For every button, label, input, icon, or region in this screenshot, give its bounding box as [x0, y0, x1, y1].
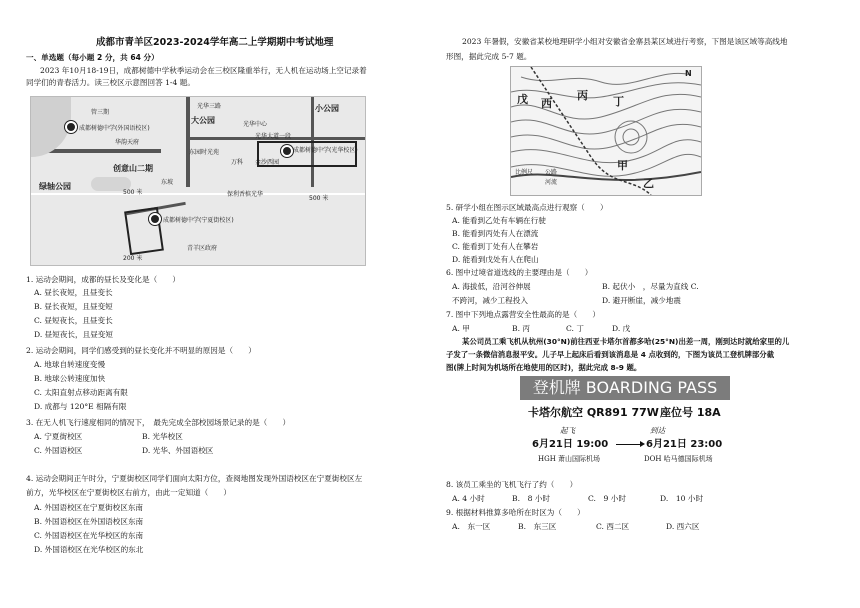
contour-map — [510, 66, 702, 196]
option-c: 不跨河，减少工程投入 — [452, 296, 528, 305]
option-c: C. 外国语校区在光华校区的东南 — [34, 531, 144, 540]
option-c: C. 9 小时 — [588, 494, 626, 503]
intro-line: 形图，据此完成 5-7 题。 — [446, 52, 532, 61]
option-d: D. 外国语校区在光华校区的东北 — [34, 545, 144, 554]
option-a: A. 4 小时 — [452, 494, 485, 503]
map-label: 青羊区政府 — [187, 245, 218, 252]
map-label: 戊 — [517, 93, 528, 106]
map-label: 创意山二期 — [113, 164, 153, 173]
option-a: A. 地球自转速度变慢 — [34, 360, 106, 369]
scale-bar: 500 米 — [123, 189, 143, 196]
map-label: 东园时光苑 — [189, 149, 220, 156]
section-heading: 一、单选题（每小题 2 分，共 64 分） — [26, 53, 159, 62]
contour-lines — [511, 67, 701, 195]
legend-label: 公路 — [545, 169, 558, 176]
departure-label: 起飞 — [560, 426, 576, 435]
arrival-airport: DOH 哈马德国际机场 — [644, 455, 713, 463]
school-pin — [65, 121, 77, 133]
option-b: B. 昼长夜短，且昼变短 — [34, 302, 113, 311]
departure-airport: HGH 萧山国际机场 — [538, 455, 601, 463]
intro-line: 2023 年暑假，安徽省某校地理研学小组对安徽省金寨县某区域进行考察，下图是该区域等高线地 — [462, 37, 788, 46]
question-3-stem: 3. 在无人机飞行速度相同的情况下， 最先完成全部校园场景记录的是（ ） — [26, 418, 291, 427]
flight-arrow — [616, 444, 642, 445]
map-label: 成都树德中学(光华校区) — [293, 147, 358, 154]
option-b: B. 外国语校区在外国语校区东南 — [34, 517, 144, 526]
question-5-stem: 5. 研学小组在图示区域最高点进行观察（ ） — [446, 203, 608, 212]
north-arrow: N — [685, 69, 692, 78]
intro-line: 子发了一条微信消息报平安。儿子早上起床后看到该消息是 4 点收到的，下图为该员工登机牌部分截 — [446, 350, 775, 359]
option-d: D. 避开断崖，减少地震 — [602, 296, 681, 305]
map-label: 保利香槟光华 — [227, 191, 264, 198]
departure-time: 6月21日 19:00 — [532, 439, 609, 450]
map-label: 西 — [541, 97, 552, 110]
option-c: C. 昼短夜长，且昼变长 — [34, 316, 113, 325]
option-c: C. 太阳直射点移动距离有限 — [34, 388, 128, 397]
option-b: B. 东三区 — [518, 522, 557, 531]
option-d: D. 戊 — [612, 324, 631, 333]
option-d: D. 昼短夜长，且昼变短 — [34, 330, 113, 339]
map-label: 小公园 — [315, 104, 339, 113]
map-label: 光华中心 — [243, 121, 268, 128]
legend-label: 河流 — [545, 179, 558, 186]
map-label: 万科 — [231, 159, 244, 166]
intro-line: 同学们的青春活力。读三校区示意图回答 1-4 题。 — [26, 78, 195, 87]
question-8-stem: 8. 该员工乘坐的飞机飞行了约（ ） — [446, 480, 578, 489]
option-a: A. 昼长夜短，且昼变长 — [34, 288, 113, 297]
option-c: C. 丁 — [566, 324, 584, 333]
school-pin — [149, 213, 161, 225]
flight-arrow-head — [640, 441, 645, 447]
option-a: A. 能看到乙处有车辆在行驶 — [452, 216, 546, 225]
intro-line: 图(牌上时间为机场所在地使用的区时)，据此完成 8-9 题。 — [446, 363, 642, 372]
arrival-label: 到达 — [650, 426, 666, 435]
option-c: C. 能看到丁处有人在攀岩 — [452, 242, 539, 251]
map-label: 光华大道一段 — [255, 133, 292, 140]
question-1-stem: 1. 运动会期间，成都的昼长及变化是（ ） — [26, 275, 180, 284]
seat-number: 座位号 18A — [660, 406, 721, 419]
option-b: B. 8 小时 — [512, 494, 551, 503]
map-label: 丁 — [613, 95, 624, 108]
option-b: B. 起伏小 ，尽量为直线 C. — [602, 282, 699, 291]
map-label: 绿轴公园 — [39, 182, 71, 191]
scale-bar: 200 米 — [123, 255, 143, 262]
option-d: D. 光华、外国语校区 — [142, 446, 214, 455]
airline-flight: 卡塔尔航空 QR891 77W — [528, 406, 659, 419]
scale-label: 比例尺 — [515, 169, 534, 176]
option-a: A. 外国语校区在宁夏街校区东南 — [34, 503, 144, 512]
option-b: B. 地球公转速度加快 — [34, 374, 106, 383]
option-d: D. 能看到戊处有人在爬山 — [452, 255, 539, 264]
option-d: D. 成都与 120°E 相隔有限 — [34, 402, 127, 411]
option-b: B. 能看到丙处有人在漂流 — [452, 229, 539, 238]
map-label: 丙 — [577, 89, 588, 102]
option-a: A. 东一区 — [452, 522, 491, 531]
map-label: 华韵天府 — [115, 139, 140, 146]
scale-bar: 500 米 — [309, 195, 329, 202]
exam-title: 成都市青羊区2023-2024学年高二上学期期中考试地理 — [96, 37, 334, 48]
question-6-stem: 6. 图中过境省道选线的主要理由是（ ） — [446, 268, 593, 277]
boarding-pass — [520, 376, 730, 476]
option-a: A. 宁夏街校区 — [34, 432, 83, 441]
map-label: 管三期 — [91, 109, 110, 116]
map-label: 金沙西园 — [255, 159, 280, 166]
question-2-stem: 2. 运动会期间，同学们感受到的昼长变化并不明显的原因是（ ） — [26, 346, 256, 355]
option-a: A. 甲 — [452, 324, 470, 333]
school-pin — [281, 145, 293, 157]
map-label: 东坡 — [161, 179, 174, 186]
option-b: B. 丙 — [512, 324, 531, 333]
map-label: 甲 — [617, 159, 628, 172]
map-label: 成都树德中学(外国语校区) — [79, 125, 150, 132]
option-b: B. 光华校区 — [142, 432, 183, 441]
arrival-time: 6月21日 23:00 — [646, 439, 723, 450]
road — [186, 97, 190, 187]
question-9-stem: 9. 根据材料推算多哈所在时区为（ ） — [446, 508, 585, 517]
question-4-stem: 4. 运动会期间正午时分，宁夏街校区同学们面向太阳方位，查阅地图发现外国语校区在宁夏街校区左 — [26, 474, 363, 483]
option-c: C. 外国语校区 — [34, 446, 83, 455]
option-a: A. 海拔低，沿河谷伸展 — [452, 282, 531, 291]
option-d: D. 10 小时 — [660, 494, 704, 503]
option-c: C. 西二区 — [596, 522, 630, 531]
intro-line: 2023 年10月18-19日，成都树德中学秋季运动会在三校区隆重举行，无人机在运动场上空记录着 — [40, 66, 367, 75]
option-d: D. 西六区 — [666, 522, 700, 531]
question-4-stem: 前方，光华校区在宁夏街校区右前方，由此一定知道（ ） — [26, 488, 232, 497]
intro-line: 某公司员工乘飞机从杭州(30°N)前往西亚卡塔尔首都多哈(25°N)出差一周，刚到达时就给家里的儿 — [462, 337, 790, 346]
map-label: 乙 — [643, 177, 654, 190]
campus-map — [30, 96, 366, 266]
boarding-pass-header: 登机牌 BOARDING PASS — [520, 376, 730, 400]
map-label: 成都树德中学(宁夏街校区) — [163, 217, 234, 224]
map-label: 大公园 — [191, 116, 215, 125]
question-7-stem: 7. 图中下列地点露营安全性最高的是（ ） — [446, 310, 600, 319]
map-label: 光华三路 — [197, 103, 222, 110]
